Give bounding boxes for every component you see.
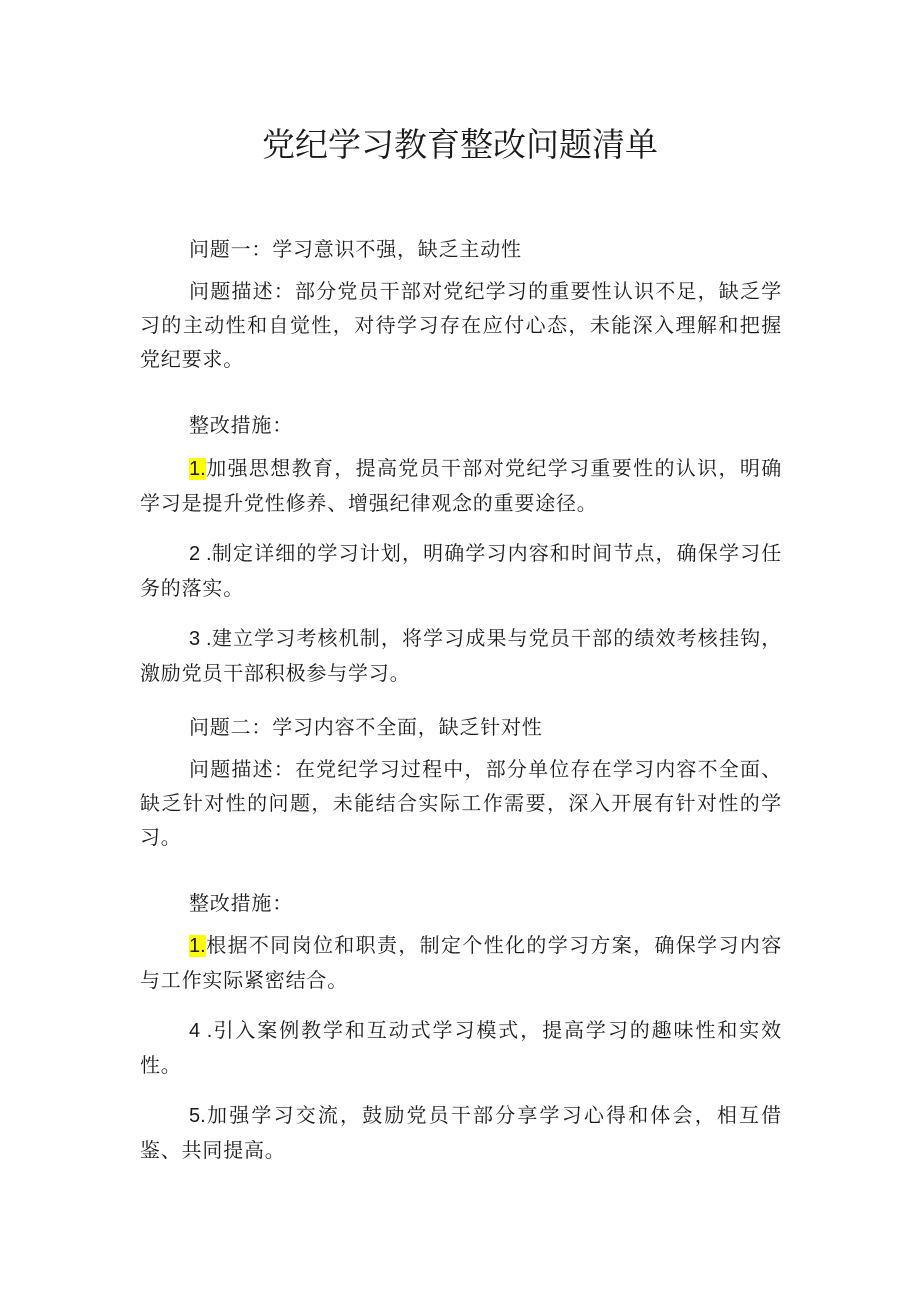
measure-number: 1. xyxy=(189,458,206,480)
measure-text: 加强学习交流，鼓励党员干部分享学习心得和体会，相互借鉴、共同提高。 xyxy=(140,1103,782,1162)
measure-text: 引入案例教学和互动式学习模式，提高学习的趣味性和实效性。 xyxy=(140,1018,782,1077)
issue-2-measures-label: 整改措施： xyxy=(189,891,293,915)
measure-number: 4 . xyxy=(189,1020,213,1042)
measure-text: 建立学习考核机制，将学习成果与党员干部的绩效考核挂钩，激励党员干部积极参与学习。 xyxy=(140,626,782,685)
measure-number: 1. xyxy=(189,935,206,957)
issue-2-description: 问题描述：在党纪学习过程中，部分单位存在学习内容不全面、缺乏针对性的问题，未能结合实际工作需要，深入开展有针对性的学习。 xyxy=(140,757,782,849)
measure-number: 5. xyxy=(189,1105,206,1127)
measure-text: 制定详细的学习计划，明确学习内容和时间节点，确保学习任务的落实。 xyxy=(140,541,782,600)
issue-1-heading: 问题一：学习意识不强，缺乏主动性 xyxy=(189,237,522,261)
document-title: 党纪学习教育整改问题清单 xyxy=(262,125,658,164)
measure-number: 2 . xyxy=(189,543,212,565)
issue-1-measure-3 xyxy=(140,621,782,690)
issue-2-measure-3 xyxy=(140,1098,782,1167)
issue-1-description: 问题描述：部分党员干部对党纪学习的重要性认识不足，缺乏学习的主动性和自觉性，对待学习存在应付心态，未能深入理解和把握党纪要求。 xyxy=(140,279,782,371)
issue-1-measures-label: 整改措施： xyxy=(189,413,293,437)
measure-number: 3 . xyxy=(189,628,212,650)
issue-2-measure-1 xyxy=(140,928,782,997)
issue-1-measure-2 xyxy=(140,536,782,605)
issue-2-measure-2 xyxy=(140,1013,782,1082)
issue-1-measure-1 xyxy=(140,451,782,520)
issue-2-heading: 问题二：学习内容不全面，缺乏针对性 xyxy=(189,715,543,739)
measure-text: 根据不同岗位和职责，制定个性化的学习方案，确保学习内容与工作实际紧密结合。 xyxy=(140,933,782,992)
measure-text: 加强思想教育，提高党员干部对党纪学习重要性的认识，明确学习是提升党性修养、增强纪律观念的重要途径。 xyxy=(140,456,782,515)
